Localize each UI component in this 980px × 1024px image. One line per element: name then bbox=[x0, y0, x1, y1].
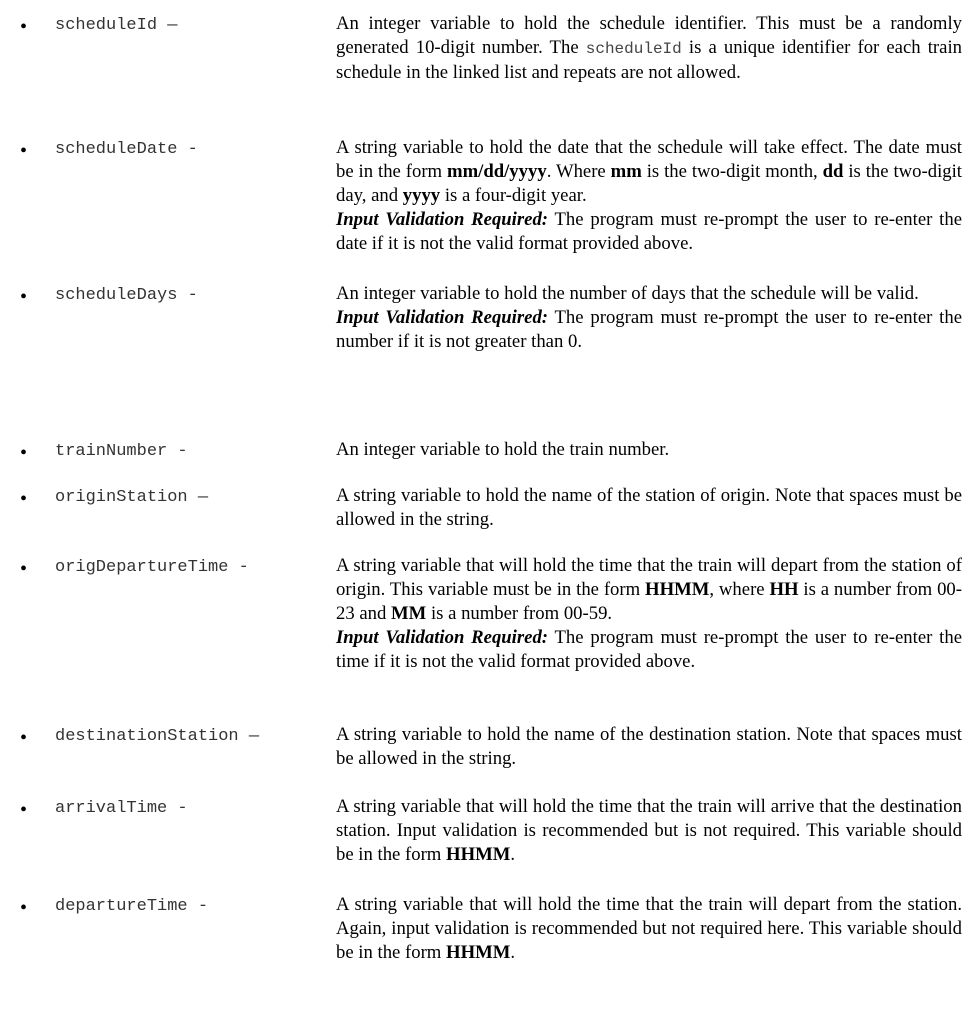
bullet: • bbox=[20, 442, 28, 464]
desc-text: A string variable that will hold the time that the train will depart from the station of origin. This variable must be in the form bbox=[336, 555, 962, 600]
desc-text: . bbox=[510, 942, 516, 963]
inline-code: scheduleId bbox=[585, 40, 682, 58]
format-bold: HHMM bbox=[645, 579, 710, 600]
desc-text: A string variable that will hold the time that the train will arrive that the destination station. Input validation is recommended but is not required. This variable should be in the form bbox=[336, 796, 962, 865]
bullet: • bbox=[20, 897, 28, 919]
desc-text: A string variable that will hold the time that the train will depart from the station. Again, input validation is recommended but not required here. This variable should be in the form bbox=[336, 894, 962, 963]
desc-text: , where bbox=[709, 579, 770, 600]
term-description bbox=[336, 723, 962, 771]
bullet: • bbox=[20, 727, 28, 749]
term-description bbox=[336, 484, 962, 532]
format-bold: mm/dd/yyyy bbox=[447, 161, 547, 182]
validation-label: Input Validation Required: bbox=[336, 627, 549, 648]
desc-text: is the two-digit month, bbox=[641, 161, 823, 182]
term-description bbox=[336, 554, 962, 674]
term-description bbox=[336, 795, 962, 867]
bullet: • bbox=[20, 286, 28, 308]
desc-text: An integer variable to hold the train number. bbox=[336, 439, 670, 460]
term-label: scheduleDays - bbox=[55, 286, 198, 305]
term-label: origDepartureTime - bbox=[55, 558, 249, 577]
format-bold: HHMM bbox=[446, 844, 511, 865]
format-bold: dd bbox=[822, 161, 844, 182]
validation-text: The program must re-prompt the user to re-enter the date if it is not the valid format provided above. bbox=[336, 209, 963, 254]
term-label: destinationStation — bbox=[55, 727, 260, 746]
validation-text: The program must re-prompt the user to re-enter the number if it is not greater than 0. bbox=[336, 307, 963, 352]
desc-text: A string variable to hold the date that the schedule will take effect. The date must be in the form bbox=[336, 137, 962, 182]
bullet: • bbox=[20, 488, 28, 510]
term-label: scheduleDate - bbox=[55, 140, 198, 159]
term-description bbox=[336, 136, 962, 256]
term-label: trainNumber - bbox=[55, 442, 188, 461]
term-label: departureTime - bbox=[55, 897, 209, 916]
validation-label: Input Validation Required: bbox=[336, 209, 549, 230]
desc-text: A string variable to hold the name of the station of origin. Note that spaces must be allowed in the string. bbox=[336, 485, 962, 530]
bullet: • bbox=[20, 558, 28, 580]
format-bold: MM bbox=[391, 603, 427, 624]
term-description bbox=[336, 282, 962, 354]
term-description bbox=[336, 438, 962, 462]
term-label: originStation — bbox=[55, 488, 209, 507]
validation-label: Input Validation Required: bbox=[336, 307, 549, 328]
term-description bbox=[336, 12, 962, 85]
bullet: • bbox=[20, 799, 28, 821]
format-bold: mm bbox=[610, 161, 642, 182]
validation-text: The program must re-prompt the user to re-enter the time if it is not the valid format provided above. bbox=[336, 627, 963, 672]
term-description bbox=[336, 893, 962, 965]
desc-text: is a number from 00-23 and bbox=[336, 579, 962, 624]
desc-text: is a number from 00-59. bbox=[426, 603, 613, 624]
desc-text: A string variable to hold the name of the destination station. Note that spaces must be allowed in the string. bbox=[336, 724, 962, 769]
desc-text: . bbox=[510, 844, 516, 865]
format-bold: HHMM bbox=[446, 942, 511, 963]
bullet: • bbox=[20, 16, 28, 38]
term-label: scheduleId — bbox=[55, 16, 178, 35]
desc-text: is a four-digit year. bbox=[440, 185, 587, 206]
term-label: arrivalTime - bbox=[55, 799, 188, 818]
desc-text: is a unique identifier for each train schedule in the linked list and repeats are not allowed. bbox=[336, 37, 962, 83]
bullet: • bbox=[20, 140, 28, 162]
format-bold: yyyy bbox=[402, 185, 441, 206]
desc-text: An integer variable to hold the number of days that the schedule will be valid. bbox=[336, 283, 919, 304]
desc-text: . Where bbox=[546, 161, 611, 182]
desc-text: An integer variable to hold the schedule identifier. This must be a randomly generated 10-digit number. The bbox=[336, 13, 962, 58]
format-bold: HH bbox=[769, 579, 799, 600]
desc-text: is the two-digit day, and bbox=[336, 161, 962, 206]
